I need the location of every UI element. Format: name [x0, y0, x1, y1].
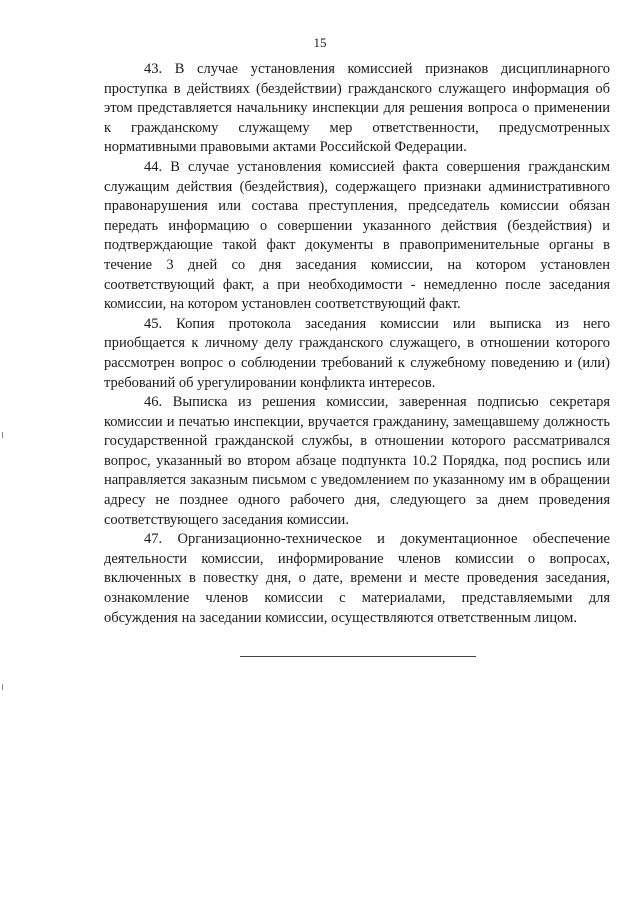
paragraph-45: 45. Копия протокола заседания комиссии или выписка из него приобщается к личному делу гражданского служащего, в отношении которого рассмотрен вопрос о соблюдении требований к служебному поведению и (или) требований об урегулировании конфликта интересов.: [104, 315, 610, 391]
page-number: 15: [313, 35, 327, 50]
scan-edge-mark: [2, 432, 3, 438]
document-body: [104, 60, 610, 628]
paragraph-43: 43. В случае установления комиссией признаков дисциплинарного проступка в действиях (бездействии) гражданского служащего информация об этом представляется начальнику инспекции для решения вопроса о применении к гражданскому служащему мер ответственности, предусмотренных нормативными правовыми актами Российской Федерации.: [104, 61, 610, 156]
paragraph-46: 46. Выписка из решения комиссии, заверенная подписью секретаря комиссии и печатью инспекции, вручается гражданину, замещавшему должность государственной гражданской службы, в отношении которого рассматривался вопрос, указанный во втором абзаце подпункта 10.2 Порядка, под роспись или направляется заказным письмом с уведомлением по указанному им в обращении адресу не позднее одного рабочего дня, следующего за днем проведения соответствующего заседания комиссии.: [104, 394, 610, 528]
paragraph-47: 47. Организационно-техническое и документационное обеспечение деятельности комиссии, информирование членов комиссии о вопросах, включенных в повестку дня, о дате, времени и месте проведения заседания, ознакомление членов комиссии с материалами, представляемыми для обсуждения на заседании комиссии, осуществляются ответственным лицом.: [104, 531, 610, 626]
paragraph-44: 44. В случае установления комиссией факта совершения гражданским служащим действия (бездействия), содержащего признаки административного правонарушения или состава преступления, председатель комиссии обязан передать информацию о совершении указанного действия (бездействия) и подтверждающие такой факт документы в правоприменительные органы в течение 3 дней со дня заседания комиссии, на котором установлен соответствующий факт, а при необходимости - немедленно после заседания комиссии, на котором установлен соответствующий факт.: [104, 158, 610, 313]
scan-edge-mark: [2, 684, 3, 690]
end-divider: [240, 656, 476, 657]
